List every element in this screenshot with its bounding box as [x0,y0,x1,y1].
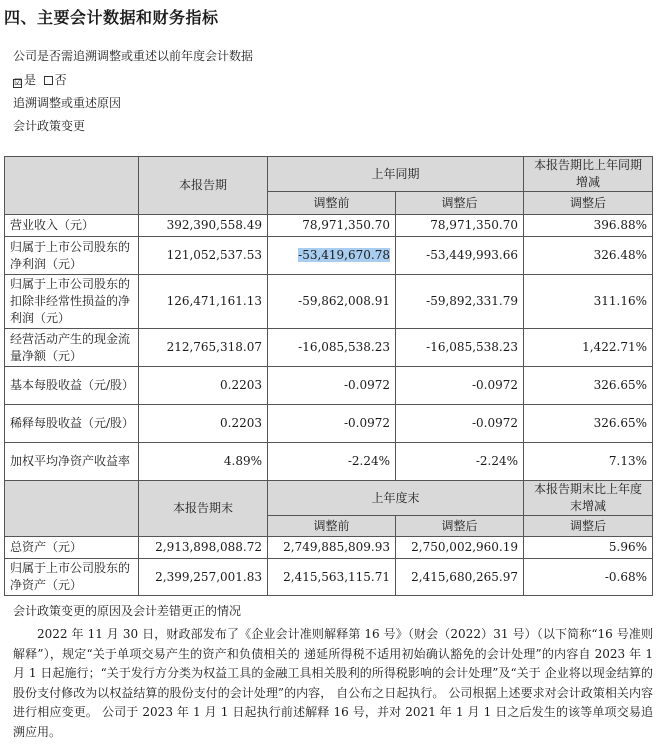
yes-label: 是 [24,73,37,87]
current-value: 126,471,161.13 [139,275,268,329]
current-value: 392,390,558.49 [139,215,268,237]
change-value: -0.68% [524,559,653,596]
change-value: 326.65% [524,367,653,405]
current-value: 0.2203 [139,367,268,405]
restatement-reason: 会计政策变更 [13,119,86,133]
before-value: -59,862,008.91 [268,275,396,329]
after-value: -53,449,993.66 [396,237,524,275]
row-label: 基本每股收益（元/股） [5,367,139,405]
no-checkbox[interactable] [44,76,53,85]
corner-cell [5,157,139,215]
header-period-end: 本报告期末 [139,481,268,537]
before-value: -2.24% [268,443,396,481]
before-value: -16,085,538.23 [268,329,396,367]
before-value: -0.0972 [268,367,396,405]
after-value: 2,750,002,960.19 [396,537,524,559]
header-change: 本报告期比上年同期增减 [524,157,653,192]
current-value: 2,399,257,001.83 [139,559,268,596]
subheader-after: 调整后 [396,192,524,215]
after-value: -0.0972 [396,367,524,405]
after-value: -59,892,331.79 [396,275,524,329]
after-value: 78,971,350.70 [396,215,524,237]
subheader-before: 调整前 [268,192,396,215]
yes-checkbox[interactable]: ☑ [14,78,23,88]
row-label: 经营活动产生的现金流量净额（元） [5,329,139,367]
row-label: 归属于上市公司股东的扣除非经常性损益的净利润（元） [5,275,139,329]
current-value: 2,913,898,088.72 [139,537,268,559]
corner-cell [5,481,139,537]
table-row [5,405,653,443]
current-value: 212,765,318.07 [139,329,268,367]
selected-text[interactable]: -53,419,670.78 [298,248,390,262]
subheader-change: 调整后 [524,516,653,537]
after-value: -2.24% [396,443,524,481]
current-value: 121,052,537.53 [139,237,268,275]
before-value: -0.0972 [268,405,396,443]
change-value: 311.16% [524,275,653,329]
row-label: 总资产（元） [5,537,139,559]
header-prior-year-end: 上年度末 [268,481,524,516]
after-value: -0.0972 [396,405,524,443]
change-value: 7.13% [524,443,653,481]
table-row [5,275,653,329]
table-row [5,237,653,275]
header-current: 本报告期 [139,157,268,215]
change-value: 326.48% [524,237,653,275]
current-value: 4.89% [139,443,268,481]
change-value: 326.65% [524,405,653,443]
table-row [5,367,653,405]
row-label: 加权平均净资产收益率 [5,443,139,481]
before-value: 2,749,885,809.93 [268,537,396,559]
subheader-change: 调整后 [524,192,653,215]
after-value: 2,415,680,265.97 [396,559,524,596]
subheader-after: 调整后 [396,516,524,537]
before-value: 78,971,350.70 [268,215,396,237]
current-value: 0.2203 [139,405,268,443]
change-value: 396.88% [524,215,653,237]
subheader-before: 调整前 [268,516,396,537]
table-row [5,559,653,596]
row-label: 归属于上市公司股东的净利润（元） [5,237,139,275]
table-row [5,443,653,481]
change-value: 5.96% [524,537,653,559]
row-label: 稀释每股收益（元/股） [5,405,139,443]
row-label: 归属于上市公司股东的净资产（元） [5,559,139,596]
row-label: 营业收入（元） [5,215,139,237]
table-row [5,215,653,237]
table-row [5,537,653,559]
after-value: -16,085,538.23 [396,329,524,367]
table-row [5,329,653,367]
before-value [268,237,396,275]
header-change: 本报告期末比上年度末增减 [524,481,653,516]
section-heading: 四、主要会计数据和财务指标 [4,8,219,27]
before-value: 2,415,563,115.71 [268,559,396,596]
footer-paragraph: 2022 年 11 月 30 日，财政部发布了《企业会计准则解释第 16 号》（财会（2022）31 号）（以下简称“16 号准则解释”），规定“关于单项交易产生的资产和负债相关的 递延所得税不适用初始确认豁免的会计处理”的内容自 2023 年 1 月 1 日起施行；“关于发行方分类为权益工具的金融工具相关股利的所得税影响的会计处理”及“关于 企业将以现金结算的股份支付修改为以权益结算的股份支付的会计处理”的内容， 自公布之日起执行。 公司根据上述要求对会计政策相关内容进行相应变更。 公司于 2023 年 1 月 1 日起执行前述解释 16 号，并对 2021 年 1 月 1 日之后发生的该等单项交易追溯应用。 [13,627,653,739]
change-value: 1,422.71% [524,329,653,367]
restatement-reason-title: 追溯调整或重述原因 [13,96,122,110]
footer-title: 会计政策变更的原因及会计差错更正的情况 [13,604,242,618]
restatement-options [13,71,67,88]
key-data-table [4,156,653,596]
restatement-question: 公司是否需追溯调整或重述以前年度会计数据 [13,49,254,63]
header-prior: 上年同期 [268,157,524,192]
no-label: 否 [54,73,67,87]
